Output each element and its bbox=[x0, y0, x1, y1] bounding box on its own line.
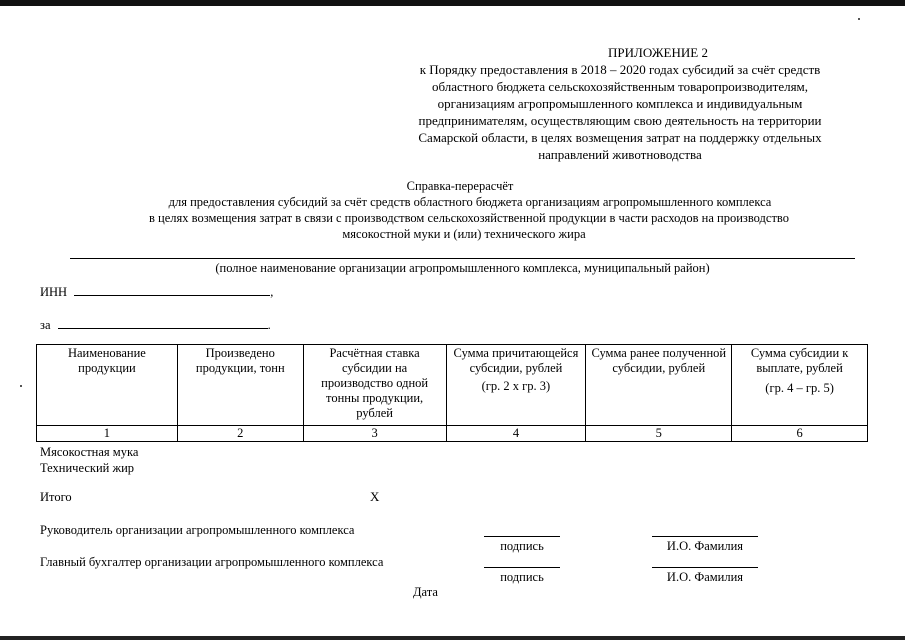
document-heading bbox=[40, 178, 880, 242]
document-title: Справка-перерасчёт bbox=[406, 179, 514, 193]
scan-speck bbox=[858, 18, 860, 20]
header-subsidy-payable bbox=[732, 345, 868, 426]
table-header-row bbox=[37, 345, 868, 426]
column-number: 5 bbox=[586, 426, 732, 442]
appendix-block bbox=[370, 44, 870, 163]
period-field bbox=[40, 316, 271, 333]
heading-line-1: для предоставления субсидий за счёт средств областного бюджета организациям агропромышленного комплекса bbox=[168, 195, 772, 209]
heading-line-2: в целях возмещения затрат в связи с производством сельскохозяйственной продукции в части расходов на производство bbox=[149, 211, 789, 225]
accountant-signature-line[interactable] bbox=[484, 567, 560, 568]
date-label: Дата bbox=[413, 585, 438, 599]
column-number: 1 bbox=[37, 426, 178, 442]
scan-top-border bbox=[0, 0, 905, 6]
inn-label: ИНН bbox=[40, 285, 68, 299]
header-subsidy-payable-formula: (гр. 4 – гр. 5) bbox=[765, 381, 834, 395]
period-label: за bbox=[40, 318, 51, 332]
column-number-row bbox=[37, 426, 868, 442]
subsidy-table bbox=[36, 344, 868, 442]
appendix-line: предпринимателям, осуществляющим свою деятельность на территории bbox=[418, 113, 822, 128]
head-name-line[interactable] bbox=[652, 536, 758, 537]
header-produced-tons: Произведено продукции, тонн bbox=[177, 345, 303, 426]
head-signature-caption: подпись bbox=[500, 539, 544, 553]
scan-speck bbox=[20, 385, 22, 387]
header-subsidy-due bbox=[446, 345, 586, 426]
appendix-line: к Порядку предоставления в 2018 – 2020 годах субсидий за счёт средств bbox=[419, 62, 821, 77]
heading-line-3: мясокостной муки и (или) технического жира bbox=[342, 227, 586, 241]
row-technical-fat: Технический жир bbox=[40, 461, 135, 475]
column-number: 4 bbox=[446, 426, 586, 442]
organization-caption: (полное наименование организации агропромышленного комплекса, муниципальный район) bbox=[215, 261, 710, 275]
header-previously-received: Сумма ранее полученной субсидии, рублей bbox=[586, 345, 732, 426]
accountant-signature-caption: подпись bbox=[500, 570, 544, 584]
product-rows bbox=[40, 444, 138, 476]
column-number: 2 bbox=[177, 426, 303, 442]
scan-bottom-border bbox=[0, 636, 905, 640]
organization-name-line[interactable] bbox=[70, 258, 855, 259]
head-name-caption: И.О. Фамилия bbox=[666, 539, 744, 553]
appendix-line: направлений животноводства bbox=[538, 147, 702, 162]
head-signature-line[interactable] bbox=[484, 536, 560, 537]
period-suffix: . bbox=[267, 318, 271, 332]
header-subsidy-payable-label: Сумма субсидии к выплате, рублей bbox=[750, 346, 849, 375]
appendix-line: организациям агропромышленного комплекса и индивидуальным bbox=[437, 96, 803, 111]
appendix-line: Самарской области, в целях возмещения затрат на поддержку отдельных bbox=[418, 130, 822, 145]
column-number: 3 bbox=[303, 426, 446, 442]
accountant-signature-label: Главный бухгалтер организации агропромышленного комплекса bbox=[40, 555, 384, 569]
accountant-name-caption: И.О. Фамилия bbox=[666, 570, 744, 584]
inn-input-line[interactable] bbox=[74, 283, 270, 296]
appendix-title: ПРИЛОЖЕНИЕ 2 bbox=[608, 45, 708, 60]
head-signature-label: Руководитель организации агропромышленного комплекса bbox=[40, 523, 355, 537]
total-label: Итого bbox=[40, 490, 72, 504]
header-subsidy-due-label: Сумма причитающейся субсидии, рублей bbox=[453, 346, 579, 375]
inn-suffix: , bbox=[270, 285, 274, 299]
row-meat-bone-meal: Мясокостная мука bbox=[40, 445, 139, 459]
inn-field bbox=[40, 283, 273, 300]
column-number: 6 bbox=[732, 426, 868, 442]
period-input-line[interactable] bbox=[58, 316, 268, 329]
appendix-line: областного бюджета сельскохозяйственным товаропроизводителям, bbox=[431, 79, 809, 94]
header-subsidy-due-formula: (гр. 2 х гр. 3) bbox=[481, 379, 551, 393]
header-product-name: Наименование продукции bbox=[37, 345, 178, 426]
total-mark: Х bbox=[370, 489, 380, 504]
accountant-name-line[interactable] bbox=[652, 567, 758, 568]
header-rate-per-ton: Расчётная ставка субсидии на производство одной тонны продукции, рублей bbox=[303, 345, 446, 426]
